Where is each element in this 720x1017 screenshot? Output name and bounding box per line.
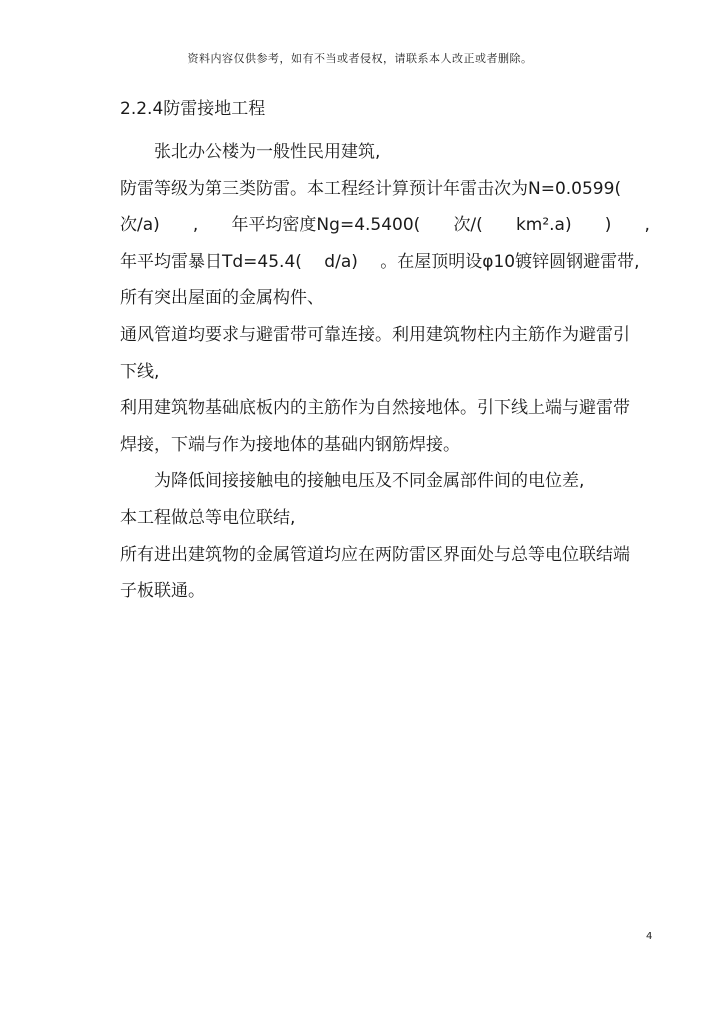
paragraph-line: 焊接，下端与作为接地体的基础内钢筋焊接。 <box>120 434 460 455</box>
paragraph-line: 利用建筑物基础底板内的主筋作为自然接地体。引下线上端与避雷带 <box>120 398 630 419</box>
page-number: 4 <box>646 931 653 942</box>
paragraph-line: 张北办公楼为一般性民用建筑, <box>154 142 381 162</box>
text-segment: ) <box>604 215 612 236</box>
paragraph-line: 防雷等级为第三类防雷。本工程经计算预计年雷击次为N=0.0599( <box>120 178 622 199</box>
paragraph-line: 为降低间接接触电的接触电压及不同金属部件间的电位差, <box>154 471 585 492</box>
text-segment: km².a) <box>515 215 572 236</box>
text-segment: , <box>644 215 650 236</box>
section-title: 2.2.4防雷接地工程 <box>120 99 266 119</box>
paragraph-line: 所有进出建筑物的金属管道均应在两防雷区界面处与总等电位联结端 <box>120 544 630 565</box>
paragraph-line: 本工程做总等电位联结, <box>120 507 296 528</box>
paragraph-line: 通风管道均要求与避雷带可靠连接。利用建筑物柱内主筋作为避雷引 <box>120 324 630 345</box>
paragraph-line: 所有突出屋面的金属构件、 <box>120 288 324 309</box>
text-segment: 次/( <box>453 215 483 236</box>
text-segment: 年平均密度Ng=4.5400( <box>231 215 421 236</box>
body-text <box>120 134 650 610</box>
paragraph-line: 年平均雷暴日Td=45.4( d/a) 。在屋顶明设φ10镀锌圆钢避雷带, <box>120 251 640 272</box>
text-segment: , <box>192 215 199 236</box>
text-segment: 次/a) <box>120 215 160 236</box>
disclaimer-header: 资料内容仅供参考，如有不当或者侵权，请联系本人改正或者删除。 <box>187 52 533 65</box>
paragraph-line <box>120 207 650 244</box>
paragraph-line: 下线, <box>120 361 160 382</box>
paragraph-line: 子板联通。 <box>120 581 205 602</box>
